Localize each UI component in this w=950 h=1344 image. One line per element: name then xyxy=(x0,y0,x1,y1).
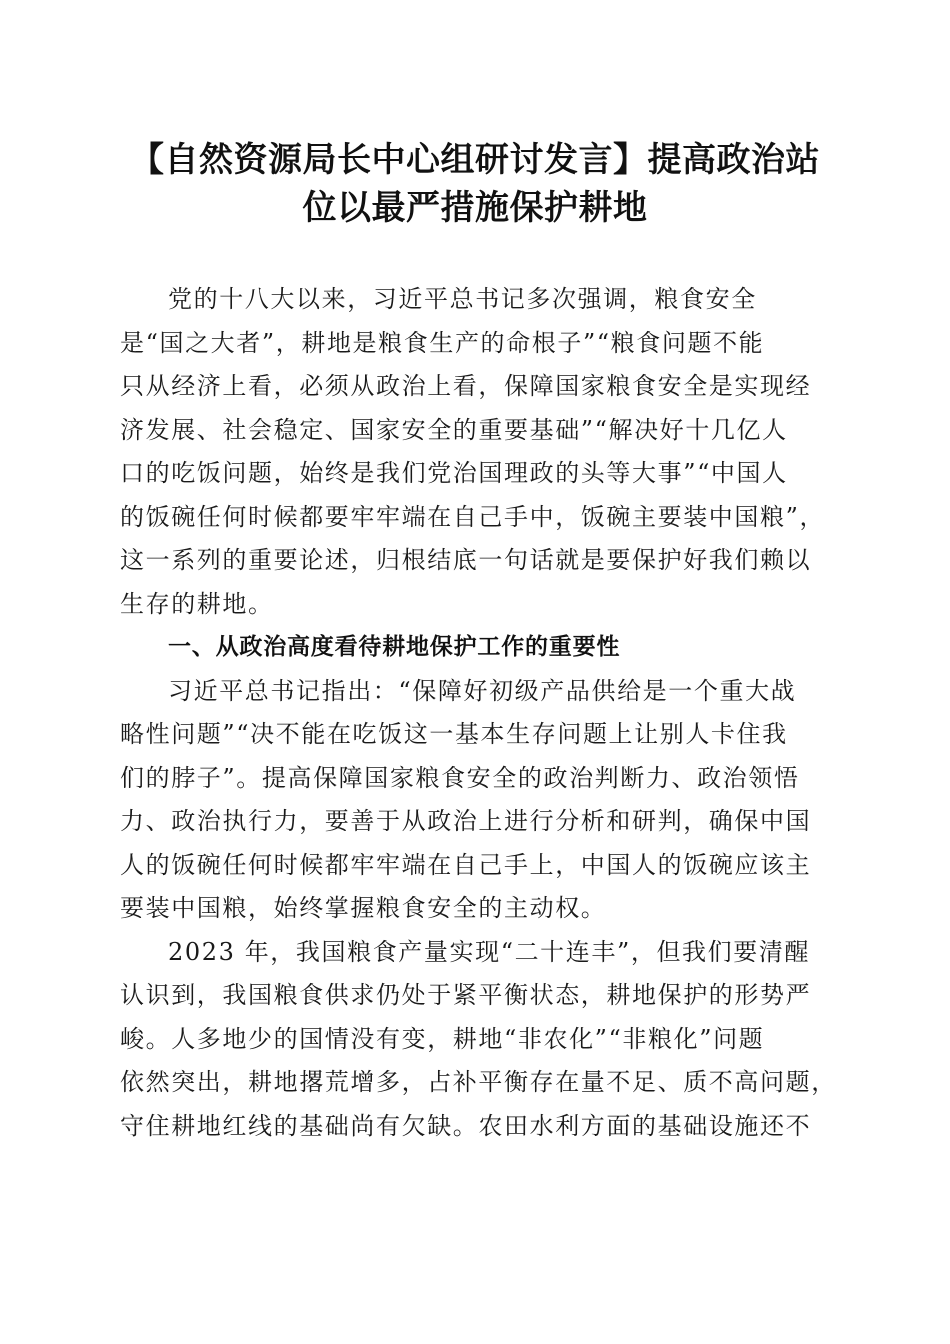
text-line: 口的吃饭问题，始终是我们党治国理政的头等大事”“中国人 xyxy=(120,459,788,487)
text-line: 济发展、社会稳定、国家安全的重要基础”“解决好十几亿人 xyxy=(120,415,788,444)
text-line: 只从经济上看，必须从政治上看，保障国家粮食安全是实现经 xyxy=(120,372,812,400)
document-body xyxy=(120,278,837,1148)
paragraph-intro xyxy=(120,278,824,626)
text-line: 认识到，我国粮食供求仍处于紧平衡状态，耕地保护的形势严 xyxy=(120,981,812,1009)
text-line: 人的饭碗任何时候都牢牢端在自己手上，中国人的饭碗应该主 xyxy=(120,850,812,879)
text-line: 生存的耕地。 xyxy=(120,589,274,618)
section-heading: 一、从政治高度看待耕地保护工作的重要性 xyxy=(168,634,621,660)
title-line: 位以最严措施保护耕地 xyxy=(302,188,648,228)
text-line: 的饭碗任何时候都要牢牢端在自己手中，饭碗主要装中国粮”， xyxy=(120,502,826,531)
text-line: 守住耕地红线的基础尚有欠缺。农田水利方面的基础设施还不 xyxy=(120,1111,812,1140)
text-line: 党的十八大以来，习近平总书记多次强调，粮食安全 xyxy=(168,285,757,313)
text-line: 要装中国粮，始终掌握粮食安全的主动权。 xyxy=(120,894,607,922)
text-line: 习近平总书记指出：“保障好初级产品供给是一个重大战 xyxy=(168,676,797,705)
text-line: 这一系列的重要论述，归根结底一句话就是要保护好我们赖以 xyxy=(120,546,812,574)
text-line: 依然突出，耕地撂荒增多，占补平衡存在量不足、质不高问题， xyxy=(120,1068,837,1096)
text-line: 略性问题”“决不能在吃饭这一基本生存问题上让别人卡住我 xyxy=(120,720,788,748)
text-line: 是“国之大者”，耕地是粮食生产的命根子”“粮食问题不能 xyxy=(120,328,765,357)
text-line: 力、政治执行力，要善于从政治上进行分析和研判，确保中国 xyxy=(120,807,812,835)
title-line: 【自然资源局长中心组研讨发言】提高政治站 xyxy=(130,140,820,180)
text-line: 2023 年，我国粮食产量实现“二十连丰”，但我们要清醒 xyxy=(168,937,811,966)
text-line: 们的脖子”。提高保障国家粮食安全的政治判断力、政治领悟 xyxy=(120,763,800,792)
paragraph-grain-situation xyxy=(120,931,837,1149)
paragraph-political-height xyxy=(120,670,824,931)
text-line: 峻。人多地少的国情没有变，耕地“非农化”“非粮化”问题 xyxy=(120,1024,765,1053)
document-title xyxy=(118,136,832,232)
